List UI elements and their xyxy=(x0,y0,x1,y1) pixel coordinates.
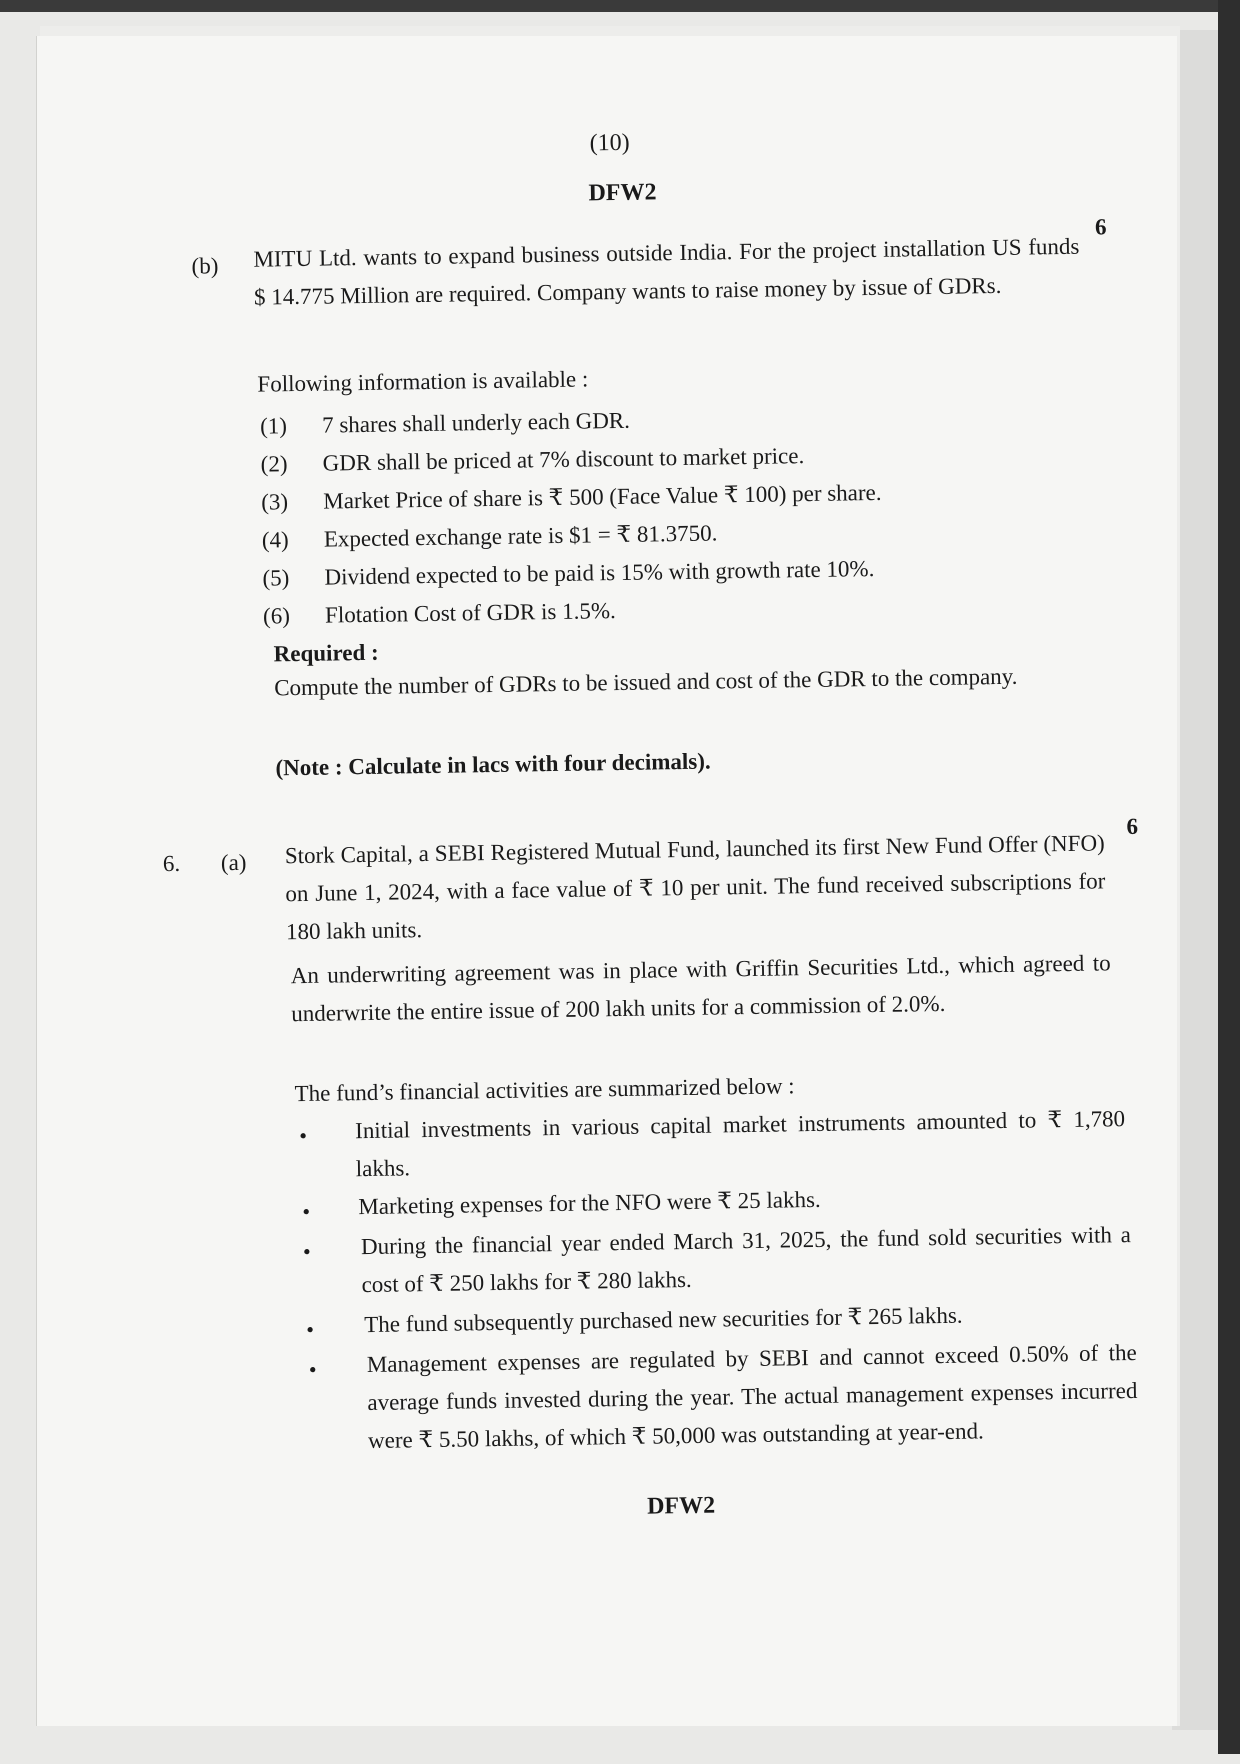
info-item-num: (1) xyxy=(259,413,288,439)
required-text: Compute the number of GDRs to be issued and cost of the GDR to the company. xyxy=(274,663,1018,701)
paper-code-header: DFW2 xyxy=(588,179,657,207)
calculation-note: (Note : Calculate in lacs with four decimals). xyxy=(275,748,711,781)
info-item-num: (5) xyxy=(262,565,290,591)
info-item: GDR shall be priced at 7% discount to market price. xyxy=(322,443,805,476)
bullet-dot: • xyxy=(302,1238,311,1265)
activity-bullet: Management expenses are regulated by SEBI and cannot exceed 0.50% of the average funds invested during the year. The actual management expenses incurred were ₹ 5.50 lakhs, of which ₹ 50,000 was outstanding at year-end. xyxy=(366,1339,1138,1454)
info-item: 7 shares shall underly each GDR. xyxy=(321,407,631,438)
activity-bullet: During the financial year ended March 31, 2025, the fund sold securities with a cost of ₹ 250 lakhs for ₹ 280 lakhs. xyxy=(360,1222,1132,1298)
activity-bullet: The fund subsequently purchased new securities for ₹ 265 lakhs. xyxy=(364,1302,963,1338)
required-label: Required : xyxy=(273,639,379,667)
bullet-dot: • xyxy=(302,1198,311,1225)
question-5b-intro xyxy=(253,228,1080,317)
info-item: Expected exchange rate is $1 = ₹ 81.3750. xyxy=(323,520,718,552)
question-5b-label: (b) xyxy=(191,253,219,279)
activity-bullet: Initial investments in various capital market instruments amounted to ₹ 1,780 lakhs. xyxy=(354,1106,1126,1182)
info-item-num: (3) xyxy=(261,489,289,515)
question-6-number: 6. xyxy=(162,850,181,877)
question-5b-intro-text: MITU Ltd. wants to expand business outside India. For the project installation US funds $ 14.775 Million are required. Company wants to raise money by issue of GDRs. xyxy=(253,233,1080,310)
paper-code-footer: DFW2 xyxy=(646,1492,716,1520)
info-item: Market Price of share is ₹ 500 (Face Value ₹ 100) per share. xyxy=(323,479,882,514)
bullet-dot: • xyxy=(306,1316,315,1342)
info-item: Flotation Cost of GDR is 1.5%. xyxy=(324,598,616,628)
bullet-dot: • xyxy=(299,1122,308,1149)
info-item-num: (2) xyxy=(260,451,288,477)
info-item-num: (4) xyxy=(261,527,289,553)
activity-bullet: Marketing expenses for the NFO were ₹ 25 lakhs. xyxy=(358,1186,821,1220)
question-6a-label: (a) xyxy=(220,849,247,876)
question-5b-marks: 6 xyxy=(1094,214,1107,240)
info-item-num: (6) xyxy=(262,603,291,629)
question-6a-para2: An underwriting agreement was in place with Griffin Securities Ltd., which agreed to underwrite the entire issue of 200 lakh units for a commission of 2.0%. xyxy=(290,950,1111,1027)
page-number: (10) xyxy=(589,129,630,157)
info-heading: Following information is available : xyxy=(257,366,589,397)
bullet-dot: • xyxy=(308,1356,317,1382)
question-6a-marks: 6 xyxy=(1126,813,1139,840)
question-6a-para1: Stork Capital, a SEBI Registered Mutual Fund, launched its first New Fund Offer (NFO) on June 1, 2024, with a face value of ₹ 10 per unit. The fund received subscriptions for 180 lakh units. xyxy=(284,830,1106,945)
summary-heading: The fund’s financial activities are summarized below : xyxy=(294,1073,795,1107)
info-item: Dividend expected to be paid is 15% with growth rate 10%. xyxy=(324,555,875,590)
